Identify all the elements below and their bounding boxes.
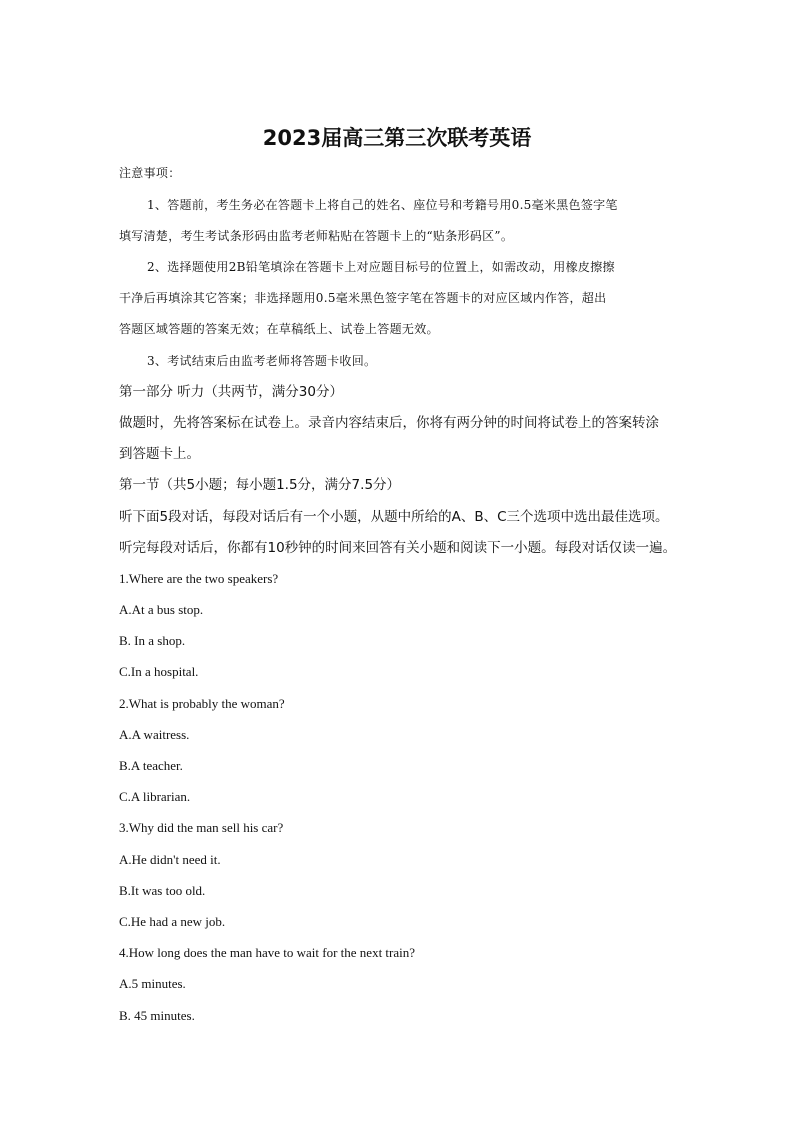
question-1-option-c: C.In a hospital. [119,664,199,679]
question-2-option-a: A.A waitress. [119,727,190,742]
notice-item-1-line-2: 填写清楚，考生考试条形码由监考老师粘贴在答题卡上的“贴条形码区”。 [119,229,514,243]
question-3-option-b: B.It was too old. [119,883,206,898]
question-2-option-b: B.A teacher. [119,758,183,773]
notice-heading: 注意事项： [119,166,181,180]
notice-item-1-line-1: 1、答题前，考生务必在答题卡上将自己的姓名、座位号和考籍号用0.5毫米黑色签字笔 [147,198,618,212]
question-4-option-b: B. 45 minutes. [119,1008,195,1023]
question-1-stem: 1.Where are the two speakers? [119,571,279,586]
question-2-stem: 2.What is probably the woman? [119,696,285,711]
section1-heading: 第一节（共5小题；每小题1.5分，满分7.5分） [119,477,401,493]
section1-instruction-line-1: 听下面5段对话，每段对话后有一个小题，从题中所给的A、B、C三个选项中选出最佳选项。 [119,509,669,525]
notice-item-2-line-1: 2、选择题使用2B铅笔填涂在答题卡上对应题目标号的位置上，如需改动，用橡皮擦擦 [147,260,615,274]
part1-instruction-line-1: 做题时，先将答案标在试卷上。录音内容结束后，你将有两分钟的时间将试卷上的答案转涂 [119,415,659,431]
question-1-option-a: A.At a bus stop. [119,602,204,617]
part1-instruction-line-2: 到答题卡上。 [119,446,200,462]
page-title: 2023届高三第三次联考英语 [262,126,532,150]
notice-item-3: 3、考试结束后由监考老师将答题卡收回。 [147,354,377,368]
question-3-stem: 3.Why did the man sell his car? [119,820,284,835]
question-3-option-a: A.He didn't need it. [119,852,221,867]
question-4-stem: 4.How long does the man have to wait for the next train? [119,945,416,960]
question-3-option-c: C.He had a new job. [119,914,226,929]
question-2-option-c: C.A librarian. [119,789,191,804]
notice-item-2-line-2: 干净后再填涂其它答案；非选择题用0.5毫米黑色签字笔在答题卡的对应区域内作答，超出 [119,291,607,305]
question-4-option-a: A.5 minutes. [119,976,186,991]
section1-instruction-line-2: 听完每段对话后，你都有10秒钟的时间来回答有关小题和阅读下一小题。每段对话仅读一遍。 [119,540,677,556]
notice-item-2-line-3: 答题区域答题的答案无效；在草稿纸上、试卷上答题无效。 [119,322,439,336]
part1-heading: 第一部分 听力（共两节，满分30分） [119,384,343,400]
question-1-option-b: B. In a shop. [119,633,186,648]
